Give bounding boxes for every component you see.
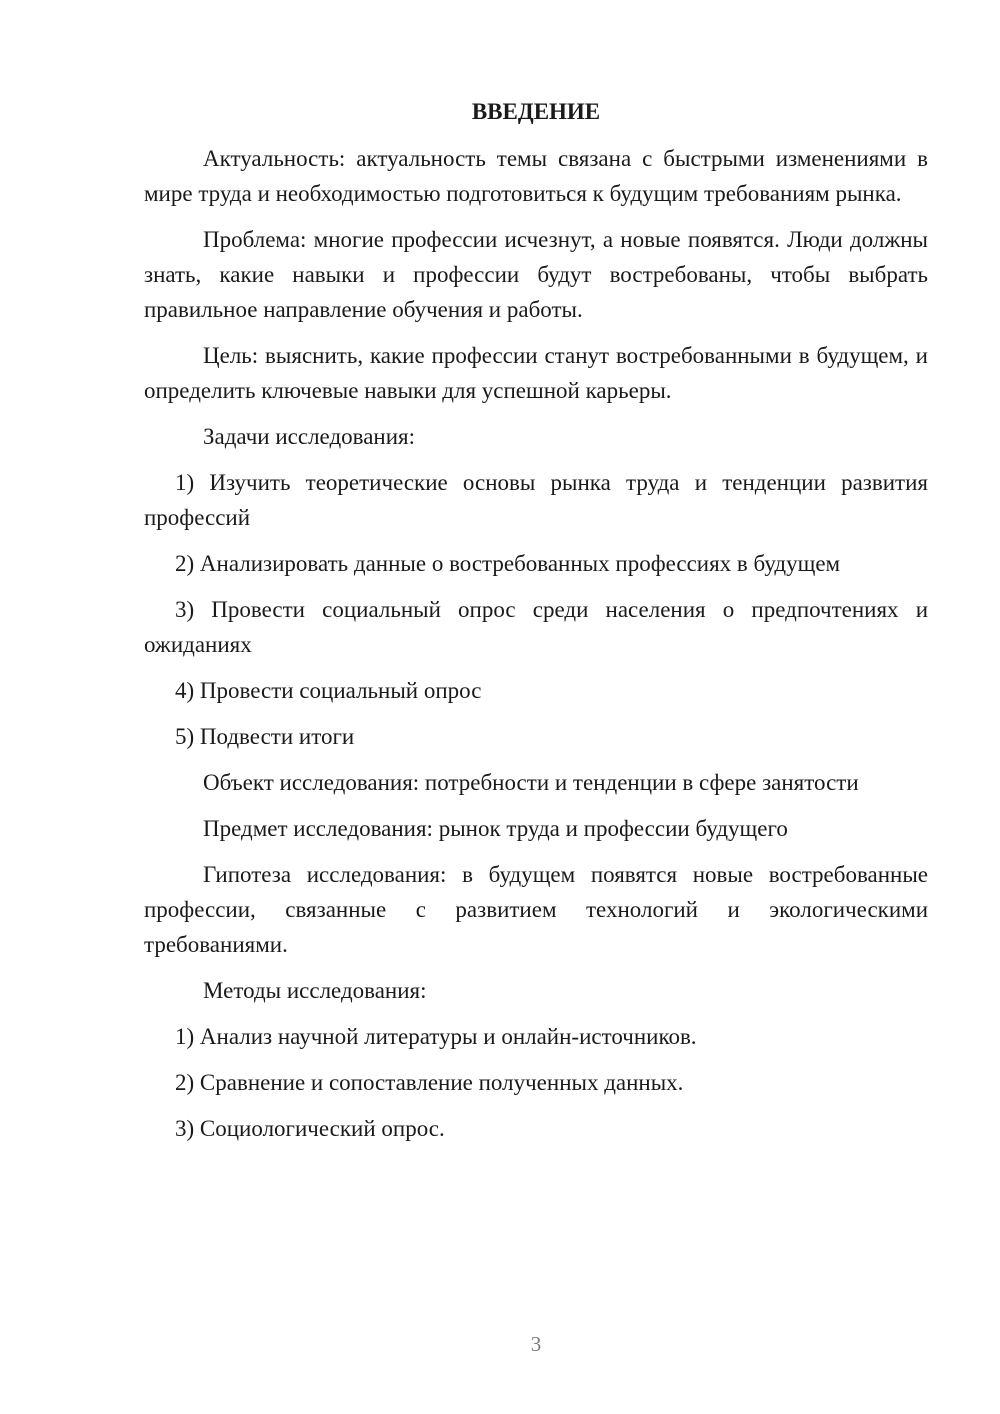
- page-number: 3: [530, 1332, 542, 1356]
- method-item-1: 1) Анализ научной литературы и онлайн-источников.: [175, 1024, 697, 1049]
- paragraph-hypothesis: Гипотеза исследования: в будущем появятся новые востребованные профессии, связанные с развитием технологий и экологическими требованиями.: [144, 862, 928, 957]
- paragraph-tasks-title: Задачи исследования:: [203, 424, 416, 449]
- task-item-2: 2) Анализировать данные о востребованных профессиях в будущем: [175, 551, 841, 576]
- paragraph-methods-title: Методы исследования:: [203, 978, 427, 1003]
- task-item-5: 5) Подвести итоги: [175, 724, 355, 749]
- paragraph-goal: Цель: выяснить, какие профессии станут востребованными в будущем, и определить ключевые навыки для успешной карьеры.: [144, 343, 928, 403]
- method-item-3: 3) Социологический опрос.: [175, 1116, 445, 1141]
- task-item-1: 1) Изучить теоретические основы рынка труда и тенденции развития профессий: [144, 470, 928, 530]
- paragraph-object: Объект исследования: потребности и тенденции в сфере занятости: [203, 770, 859, 795]
- task-item-3: 3) Провести социальный опрос среди населения о предпочтениях и ожиданиях: [144, 597, 928, 657]
- paragraph-relevance: Актуальность: актуальность темы связана с быстрыми изменениями в мире труда и необходимостью подготовиться к будущим требованиям рынка.: [144, 146, 928, 206]
- method-item-2: 2) Сравнение и сопоставление полученных данных.: [175, 1070, 684, 1095]
- paragraph-problem: Проблема: многие профессии исчезнут, а новые появятся. Люди должны знать, какие навыки и профессии будут востребованы, чтобы выбрать правильное направление обучения и работы.: [144, 227, 928, 322]
- page-body: [144, 94, 928, 1157]
- task-item-4: 4) Провести социальный опрос: [175, 678, 482, 703]
- section-heading: ВВЕДЕНИЕ: [471, 99, 601, 124]
- paragraph-subject: Предмет исследования: рынок труда и профессии будущего: [203, 816, 788, 841]
